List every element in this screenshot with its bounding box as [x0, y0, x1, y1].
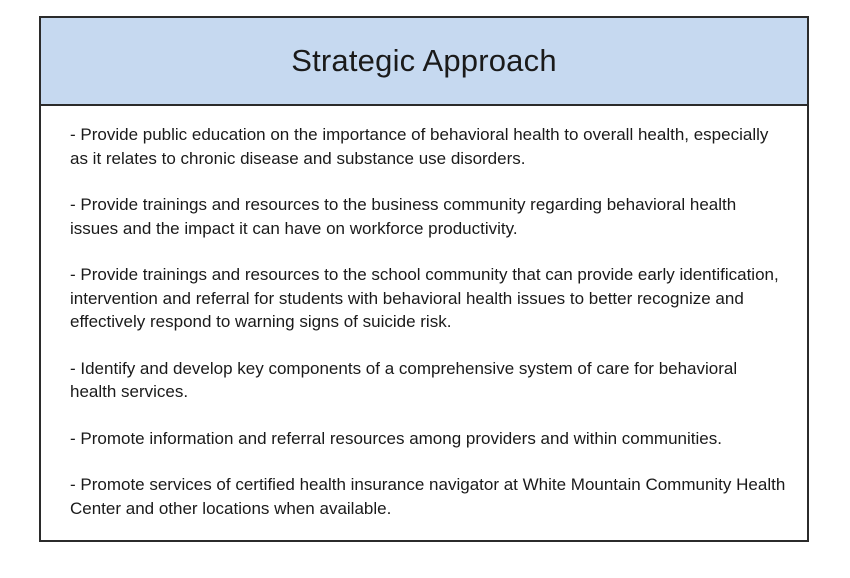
strategy-item-business-trainings: - Provide trainings and resources to the business community regarding behavioral health issues and the impact it can have on workforce productivity.: [70, 195, 737, 238]
strategic-approach-panel: [39, 16, 809, 542]
strategy-item-public-education: - Provide public education on the importance of behavioral health to overall health, especially as it relates to chronic disease and substance use disorders.: [70, 125, 769, 168]
strategy-item-system-of-care: - Identify and develop key components of a comprehensive system of care for behavioral health services.: [70, 358, 738, 401]
strategy-item-referral-resources: - Promote information and referral resources among providers and within communities.: [70, 428, 722, 448]
panel-header: [41, 18, 807, 106]
panel-body: [41, 106, 807, 520]
strategy-item-school-trainings: - Provide trainings and resources to the school community that can provide early identification, intervention and referral for students with behavioral health issues to better recognize and effectively respond to warning signs of suicide risk.: [70, 265, 779, 331]
panel-title: Strategic Approach: [291, 43, 557, 78]
strategy-item-insurance-navigator: - Promote services of certified health insurance navigator at White Mountain Community Health Center and other locations when available.: [70, 475, 786, 518]
